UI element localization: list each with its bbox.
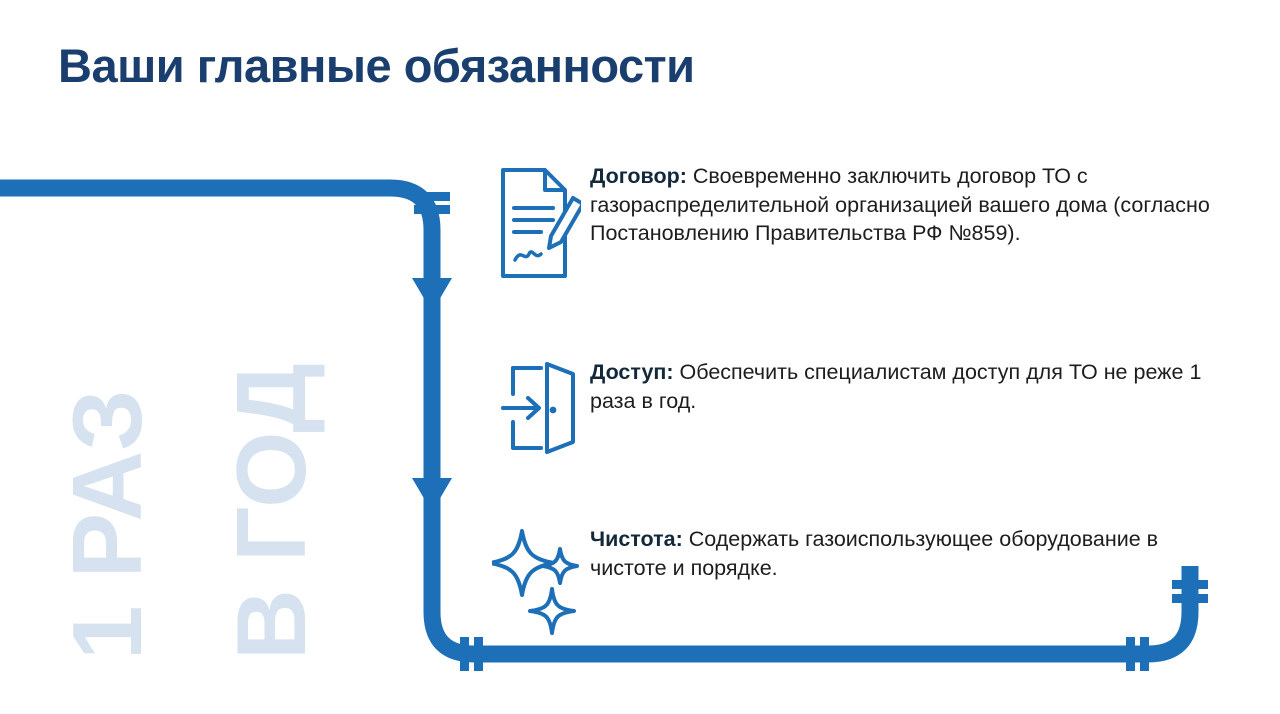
background-word-1: 1 РАЗ — [52, 389, 162, 660]
obligation-item-cleanliness — [486, 525, 1230, 635]
obligation-label-access: Доступ: — [590, 360, 674, 384]
document-pen-icon — [486, 162, 590, 282]
open-door-arrow-icon — [486, 358, 590, 456]
obligation-item-contract — [486, 162, 1240, 282]
sparkles-icon — [486, 525, 590, 635]
obligation-text-access — [590, 358, 1230, 415]
obligation-body-contract: Своевременно заключить договор ТО с газораспределительной организацией вашего дома (согласно Постановлению Правительства РФ №859). — [590, 164, 1210, 246]
obligation-body-access: Обеспечить специалистам доступ для ТО не реже 1 раза в год. — [590, 360, 1202, 413]
page-title: Ваши главные обязанности — [58, 39, 695, 92]
obligation-body-cleanliness: Содержать газоиспользующее оборудование в чистоте и порядке. — [590, 527, 1159, 580]
obligation-label-contract: Договор: — [590, 164, 687, 188]
background-word-2: В ГОД — [216, 362, 326, 660]
obligation-label-cleanliness: Чистота: — [590, 527, 683, 551]
obligation-text-contract — [590, 162, 1240, 248]
obligation-text-cleanliness — [590, 525, 1230, 582]
obligation-item-access — [486, 358, 1230, 456]
